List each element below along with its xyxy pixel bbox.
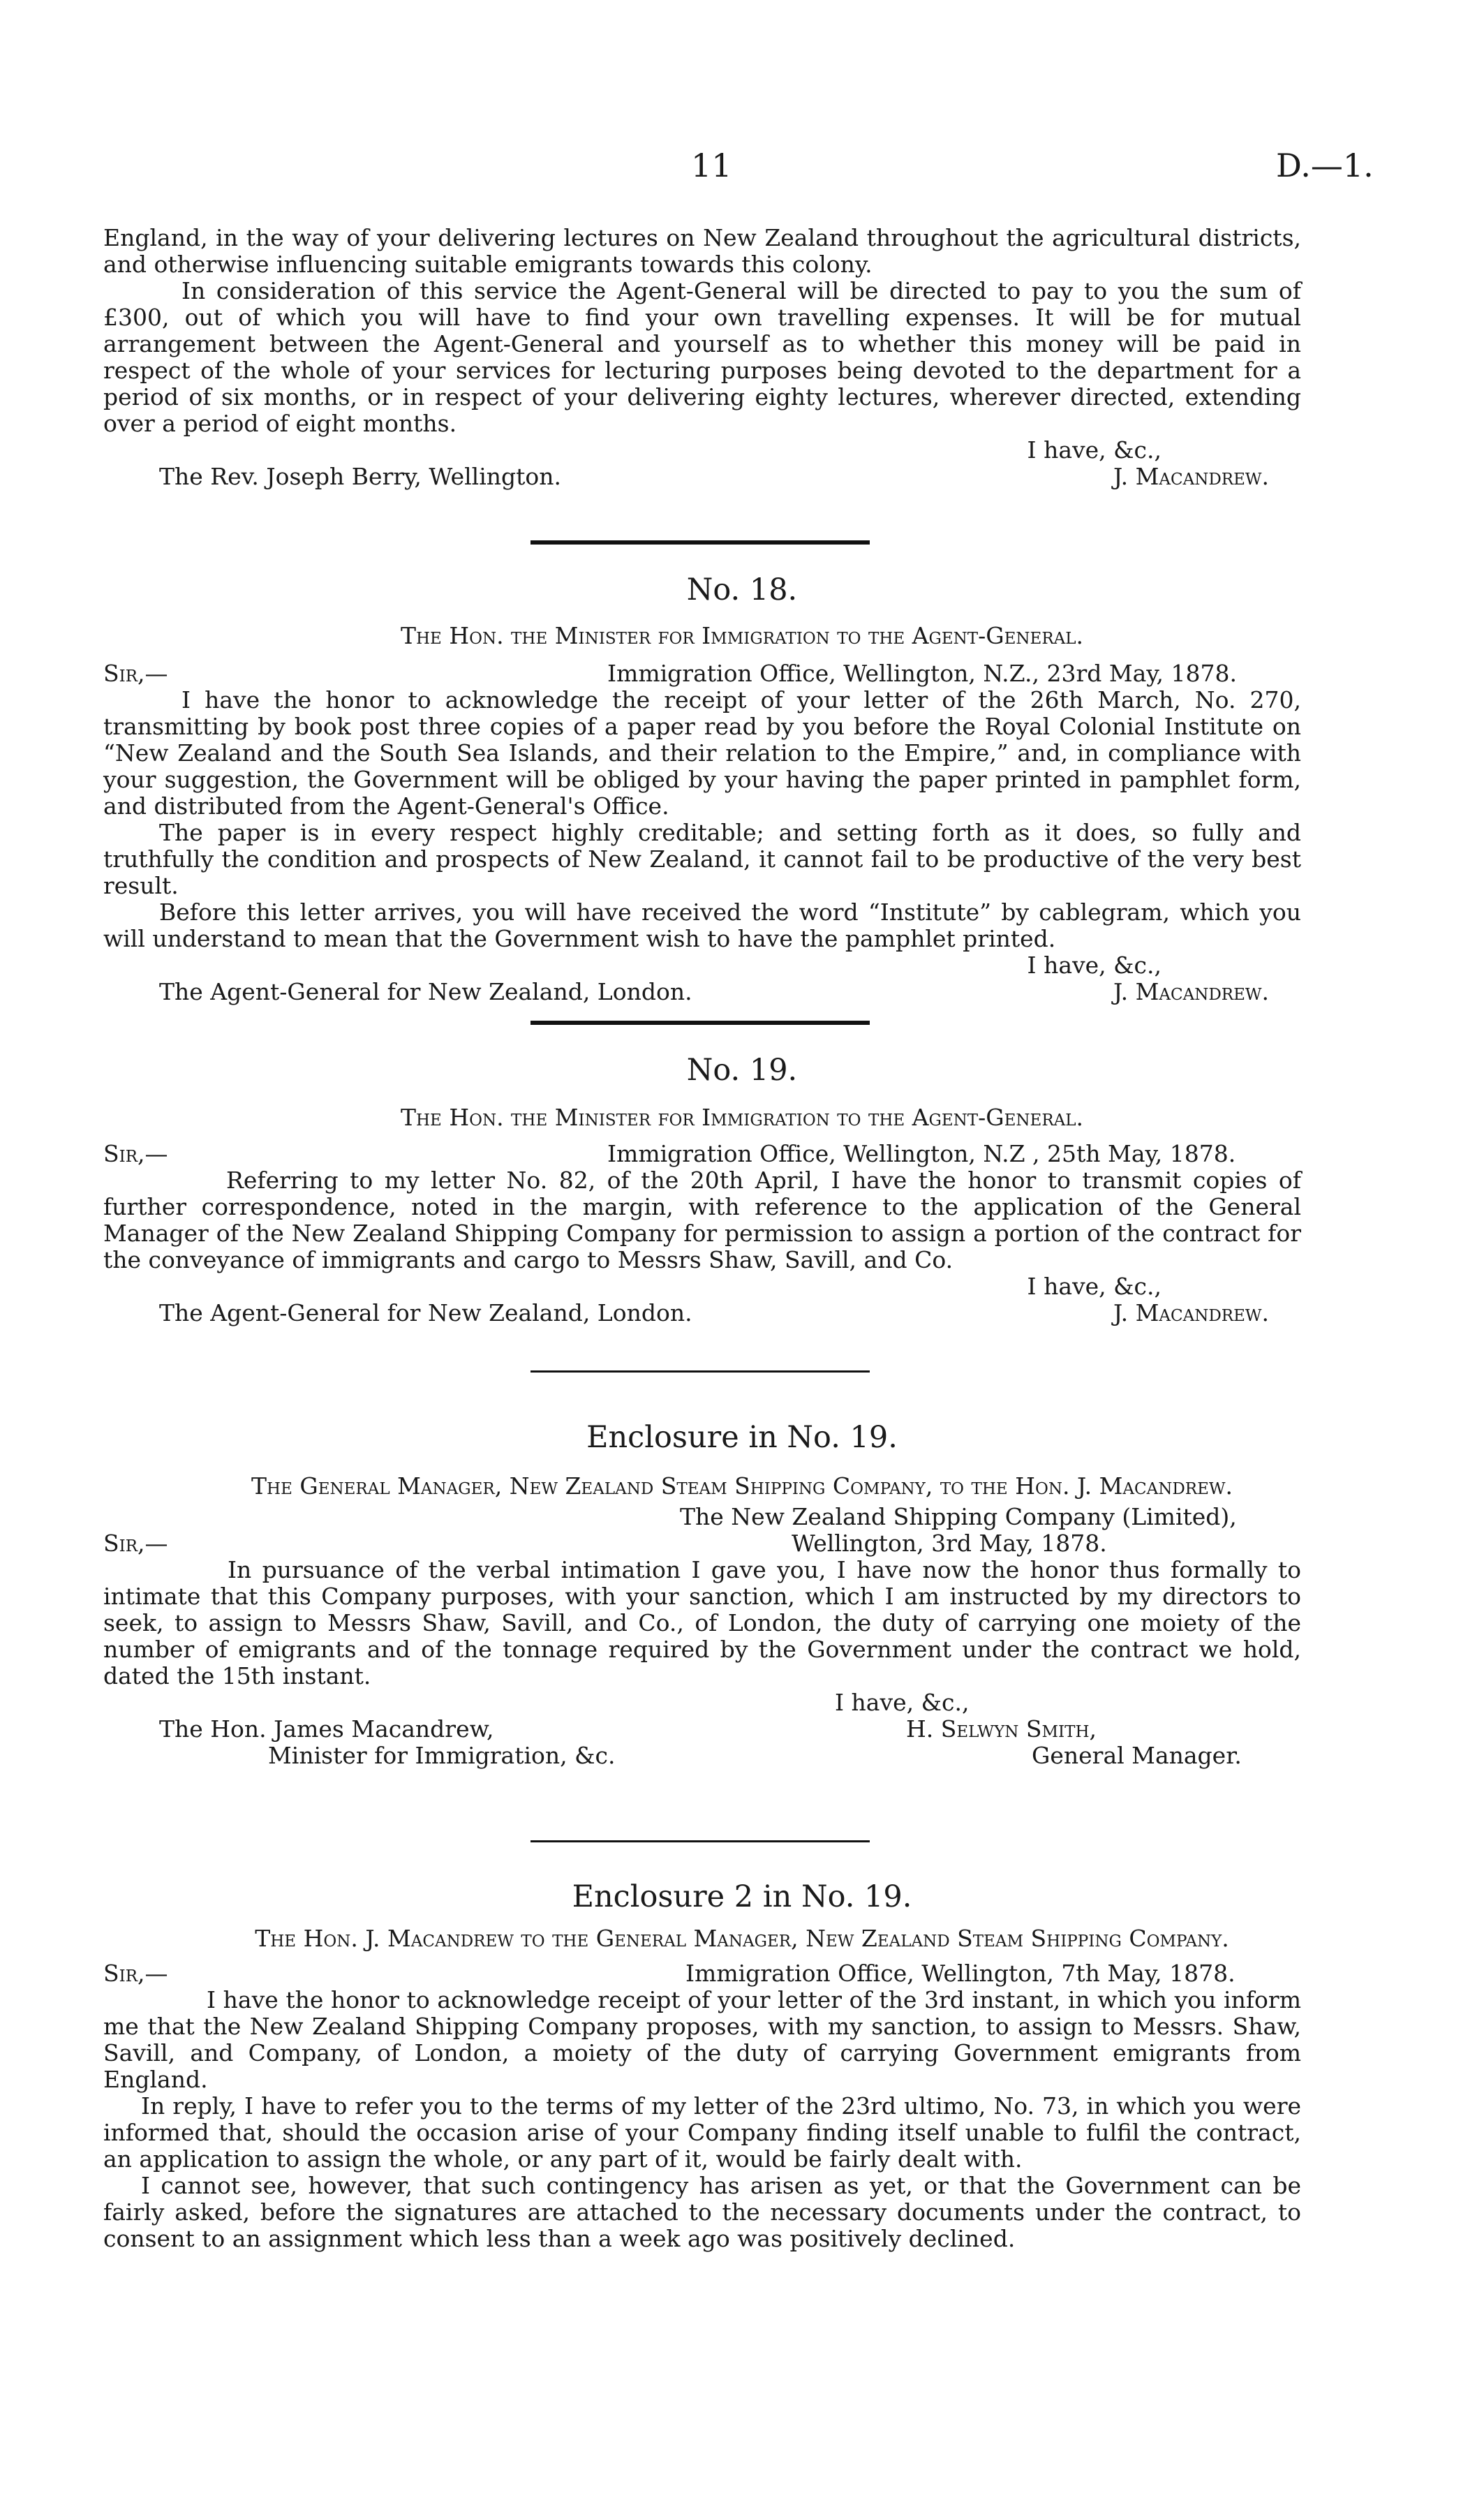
signature-row [103, 464, 1301, 490]
section-title-no18: No. 18. [686, 572, 798, 607]
section-divider [530, 1021, 870, 1025]
closing: I have, &c., [835, 1689, 970, 1716]
section-title-enclosure-1: Enclosure in No. 19. [586, 1420, 898, 1455]
document-reference: D.—1. [1276, 147, 1374, 184]
salutation: Sir,— [103, 1140, 168, 1167]
letter-paragraph-3: I cannot see, however, that such contingency has arisen as yet, or that the Government can be fairly asked, before the signatures are attached to the necessary documents under the contract, to consent to an assignment which less than a week ago was positively declined. [103, 2172, 1301, 2252]
addressee: The Agent-General for New Zealand, London. [159, 1299, 692, 1326]
section-subtitle-enclosure-1 [0, 1473, 1484, 1500]
signature-line-2: General Manager. [1032, 1742, 1242, 1769]
signature-row [103, 979, 1301, 1005]
continued-paragraph-1: England, in the way of your delivering lectures on New Zealand throughout the agricultural districts, and otherwise influencing suitable emigrants towards this colony. [103, 224, 1301, 278]
signature: J. Macandrew. [1113, 978, 1269, 1005]
letter-paragraph-2: The paper is in every respect highly creditable; and setting forth as it does, so fully and truthfully the condition and prospects of New Zealand, it cannot fail to be productive of the very best result. [103, 819, 1301, 899]
closing-row [103, 437, 1301, 464]
section-subtitle-enclosure-2 [0, 1925, 1484, 1952]
place-date: Immigration Office, Wellington, N.Z , 25th May, 1878. [607, 1140, 1236, 1167]
addressee-line-1: The Hon. James Macandrew, [159, 1715, 494, 1743]
place-date: Immigration Office, Wellington, N.Z., 23rd May, 1878. [607, 660, 1238, 687]
signature: J. Macandrew. [1113, 1299, 1269, 1326]
salutation: Sir,— [103, 1530, 168, 1557]
place-date: Immigration Office, Wellington, 7th May, 1878. [685, 1960, 1236, 1987]
page-number: 11 [691, 147, 732, 184]
closing-row [103, 1689, 1301, 1716]
signature-line-1: H. Selwyn Smith, [906, 1715, 1097, 1743]
letter-paragraph-3: Before this letter arrives, you will have received the word “Institute” by cablegram, which you will understand to mean that the Government wish to have the pamphlet printed. [103, 898, 1301, 952]
section-title-enclosure-2: Enclosure 2 in No. 19. [572, 1879, 912, 1914]
letter-paragraph-1: I have the honor to acknowledge receipt of your letter of the 3rd instant, in which you inform me that the New Zealand Shipping Company proposes, with my sanction, to assign to Messrs. Shaw, Savill, and Company, of London, a moiety of the duty of carrying Government emigrants from England. [103, 1986, 1301, 2093]
addressee: The Rev. Joseph Berry, Wellington. [159, 463, 562, 490]
place-line-2: Wellington, 3rd May, 1878. [792, 1530, 1107, 1557]
place-row-1 [103, 1504, 1301, 1530]
signature-row [103, 1300, 1301, 1326]
closing-row [103, 952, 1301, 979]
section-subtitle-no19: The Hon. the Minister for Immigration to the Agent-General. [400, 1104, 1084, 1131]
section-divider [530, 1840, 870, 1842]
letter-no18 [103, 660, 1301, 1005]
addressee: The Agent-General for New Zealand, London. [159, 978, 692, 1005]
letter-paragraph-1: Referring to my letter No. 82, of the 20th April, I have the honor to transmit copies of further correspondence, noted in the margin, with reference to the application of the General Manager of the New Zealand Shipping Company for permission to assign a portion of the contract for the conveyance of immigrants and cargo to Messrs Shaw, Savill, and Co. [103, 1167, 1301, 1273]
continued-letter [103, 225, 1301, 490]
closing: I have, &c., [1027, 436, 1162, 464]
letter-enclosure-2 [103, 1960, 1301, 2252]
addressee-row-1 [103, 1716, 1301, 1743]
subtitle-text: The Hon. J. Macandrew to the General Manager, New Zealand Steam Shipping Company. [255, 1925, 1229, 1952]
letter-no19 [103, 1141, 1301, 1326]
section-subtitle-no18: The Hon. the Minister for Immigration to the Agent-General. [400, 622, 1084, 649]
salutation-row [103, 660, 1301, 687]
letter-paragraph-1: I have the honor to acknowledge the receipt of your letter of the 26th March, No. 270, transmitting by book post three copies of a paper read by you before the Royal Colonial Institute on “New Zealand and the South Sea Islands, and their relation to the Empire,” and, in compliance with your suggestion, the Government will be obliged by your having the paper printed in pamphlet form, and distributed from the Agent-General's Office. [103, 686, 1301, 820]
salutation-row [103, 1530, 1301, 1557]
closing: I have, &c., [1027, 1273, 1162, 1300]
signature: J. Macandrew. [1113, 463, 1269, 490]
salutation: Sir,— [103, 660, 168, 687]
addressee-row-2 [103, 1743, 1301, 1769]
addressee-line-2: Minister for Immigration, &c. [268, 1742, 616, 1769]
place-line-1: The New Zealand Shipping Company (Limited), [680, 1503, 1237, 1530]
salutation-row [103, 1141, 1301, 1167]
letter-paragraph-2: In reply, I have to refer you to the terms of my letter of the 23rd ultimo, No. 73, in which you were informed that, should the occasion arise of your Company finding itself unable to fulfil the contract, an application to assign the whole, or any part of it, would be fairly dealt with. [103, 2092, 1301, 2173]
section-title-no19: No. 19. [686, 1053, 798, 1088]
salutation-row [103, 1960, 1301, 1987]
closing: I have, &c., [1027, 952, 1162, 979]
section-divider [530, 1370, 870, 1373]
letter-enclosure-1 [103, 1504, 1301, 1769]
subtitle-text: The General Manager, New Zealand Steam Shipping Company, to the Hon. J. Macandrew. [251, 1472, 1233, 1500]
salutation: Sir,— [103, 1960, 168, 1987]
letter-paragraph-1: In pursuance of the verbal intimation I gave you, I have now the honor thus formally to intimate that this Company purposes, with your sanction, which I am instructed by my directors to seek, to assign to Messrs Shaw, Savill, and Co., of London, the duty of carrying one moiety of the number of emigrants and of the tonnage required by the Government under the contract we hold, dated the 15th instant. [103, 1556, 1301, 1689]
closing-row [103, 1273, 1301, 1300]
continued-paragraph-2: In consideration of this service the Agent-General will be directed to pay to you the sum of £300, out of which you will have to find your own travelling expenses. It will be for mutual arrangement between the Agent-General and yourself as to whether this money will be paid in respect of the whole of your services for lecturing purposes being devoted to the department for a period of six months, or in respect of your delivering eighty lectures, wherever directed, extending over a period of eight months. [103, 277, 1301, 437]
section-divider [530, 540, 870, 545]
